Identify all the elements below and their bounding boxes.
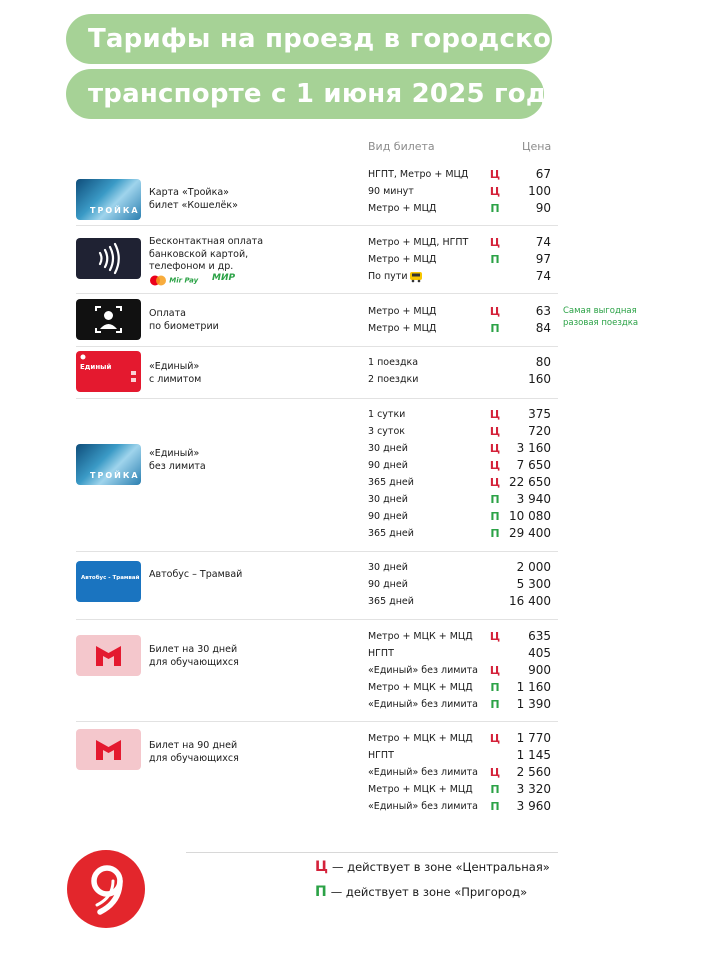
legend-mark: Ц (315, 859, 328, 875)
zone-mark: Ц (489, 425, 501, 438)
desc-line: «Единый» (149, 448, 200, 459)
row-description (149, 644, 239, 669)
tariff-type: Метро + МЦД (368, 254, 437, 265)
tariff-price: 3 320 (516, 782, 551, 796)
bus-tram-card-icon (76, 561, 141, 602)
tariff-type: 30 дней (368, 443, 408, 454)
tariff-line (368, 268, 558, 285)
tariff-line (368, 234, 558, 251)
tariff-type: НГПТ, Метро + МЦД (368, 169, 469, 180)
zone-mark: П (490, 527, 500, 540)
zone-mark: Ц (489, 168, 501, 181)
tariff-price: 97 (535, 252, 551, 266)
tariff-type: «Единый» без лимита (368, 767, 478, 778)
tariff-line (368, 781, 558, 798)
tariff-line (368, 559, 558, 576)
tariff-line (368, 423, 558, 440)
legend-divider (186, 852, 558, 853)
mir-pay-logo: Mir Pay (169, 276, 199, 285)
tariff-line (368, 747, 558, 764)
desc-line: билет «Кошелёк» (149, 199, 238, 211)
tariff-type: 365 дней (368, 528, 414, 539)
row-divider (76, 398, 558, 399)
desc-line: Билет на 30 дней (149, 644, 238, 655)
tariff-price: 7 650 (516, 458, 551, 472)
tariff-price: 5 300 (516, 577, 551, 591)
desc-line: «Единый» (149, 361, 200, 372)
tariff-price: 635 (528, 629, 551, 643)
desc-line: Карта «Тройка» (149, 187, 229, 198)
desc-line: для обучающихся (149, 656, 239, 668)
edinyi-card-icon (76, 351, 141, 392)
tariff-line (368, 354, 558, 371)
tariff-line (368, 457, 558, 474)
face-biometry-icon (76, 299, 141, 340)
tariff-price: 405 (528, 646, 551, 660)
desc-line: телефоном и др. (149, 261, 234, 272)
troika-card-icon (76, 444, 141, 485)
student-ticket-icon (76, 635, 141, 676)
desc-line: без лимита (149, 460, 206, 472)
tariff-line (368, 320, 558, 337)
tariff-line (368, 525, 558, 542)
tariff-type: НГПТ (368, 750, 394, 761)
tariff-type: 2 поездки (368, 374, 419, 385)
tariff-price: 2 000 (516, 560, 551, 574)
tariff-type: «Единый» без лимита (368, 699, 478, 710)
desc-line: по биометрии (149, 320, 219, 332)
card-label: ТРОЙКА (90, 471, 140, 480)
tariff-line (368, 440, 558, 457)
legend-suburb (315, 884, 527, 900)
tariff-line (368, 183, 558, 200)
tariff-price: 84 (535, 321, 551, 335)
card-label: Единый (80, 363, 112, 371)
column-header-price: Цена (522, 140, 552, 153)
tariff-line (368, 200, 558, 217)
tariff-line (368, 628, 558, 645)
tariff-price: 2 560 (516, 765, 551, 779)
zone-mark: П (490, 493, 500, 506)
tariff-price: 3 160 (516, 441, 551, 455)
row-description (149, 569, 242, 582)
tariff-price: 1 160 (516, 680, 551, 694)
tariff-price: 29 400 (509, 526, 551, 540)
tariff-line (368, 303, 558, 320)
logo-nine-icon (67, 850, 145, 928)
zone-mark: Ц (489, 664, 501, 677)
zone-mark: Ц (489, 476, 501, 489)
face-scan-icon (76, 299, 141, 340)
tariff-price: 1 770 (516, 731, 551, 745)
row-divider (76, 293, 558, 294)
tariff-line (368, 576, 558, 593)
tariff-type: «Единый» без лимита (368, 801, 478, 812)
tariff-line (368, 593, 558, 610)
page-title-line-2: транспорте с 1 июня 2025 года (66, 69, 544, 119)
tariff-line (368, 764, 558, 781)
edinyi-card-art (76, 351, 141, 392)
zone-mark: Ц (489, 630, 501, 643)
tariff-type: 1 сутки (368, 409, 406, 420)
tariff-line (368, 406, 558, 423)
desc-line: Билет на 90 дней (149, 740, 238, 751)
tariff-type: Метро + МЦК + МЦД (368, 682, 473, 693)
moscow-transport-logo-icon (67, 850, 145, 928)
tariff-price: 1 145 (516, 748, 551, 762)
page-title-line-1: Тарифы на проезд в городском (66, 14, 552, 64)
tariff-price: 3 940 (516, 492, 551, 506)
tariff-line (368, 662, 558, 679)
tariff-type: Метро + МЦД (368, 203, 437, 214)
desc-line: Автобус – Трамвай (149, 569, 243, 580)
tariff-price: 100 (528, 184, 551, 198)
tariff-price: 16 400 (509, 594, 551, 608)
tariff-type: Метро + МЦД (368, 323, 437, 334)
desc-line: с лимитом (149, 373, 202, 385)
zone-mark: Ц (489, 185, 501, 198)
row-description (149, 187, 238, 212)
tariff-line (368, 730, 558, 747)
row-description (149, 448, 206, 473)
legend-mark: П (315, 884, 327, 900)
tariff-type: «Единый» без лимита (368, 665, 478, 676)
tariff-price: 3 960 (516, 799, 551, 813)
desc-line: для обучающихся (149, 752, 239, 764)
zone-mark: Ц (489, 766, 501, 779)
tariff-price: 63 (535, 304, 551, 318)
tariff-price: 22 650 (509, 475, 551, 489)
tariff-type: Метро + МЦД (368, 306, 437, 317)
tariff-type: 30 дней (368, 562, 408, 573)
zone-mark: Ц (489, 305, 501, 318)
desc-line: Оплата (149, 308, 186, 319)
tariff-line (368, 645, 558, 662)
tariff-type: 3 суток (368, 426, 405, 437)
note-line: Самая выгодная (563, 306, 637, 316)
zone-mark: П (490, 698, 500, 711)
tariff-line (368, 251, 558, 268)
tariff-type: 90 дней (368, 460, 408, 471)
tariff-type: Метро + МЦК + МЦД (368, 733, 473, 744)
zone-mark: П (490, 322, 500, 335)
row-description (149, 236, 263, 274)
row-description (149, 308, 219, 333)
zone-mark: П (490, 202, 500, 215)
tariff-type: 30 дней (368, 494, 408, 505)
legend-text: — действует в зоне «Центральная» (332, 860, 550, 874)
tariff-price: 67 (535, 167, 551, 181)
metro-m-icon (76, 729, 141, 770)
note-line: разовая поездка (563, 318, 639, 328)
tariff-line (368, 508, 558, 525)
zone-mark: П (490, 681, 500, 694)
zone-mark: Ц (489, 459, 501, 472)
tariff-type: 90 минут (368, 186, 414, 197)
tariff-line (368, 696, 558, 713)
payment-logos (149, 275, 198, 286)
best-deal-note (563, 305, 638, 329)
tariff-type: Метро + МЦК + МЦД (368, 631, 473, 642)
tariff-price: 74 (535, 269, 551, 283)
row-divider (76, 619, 558, 620)
metro-m-icon (76, 635, 141, 676)
card-label: Автобус - Трамвай (81, 575, 140, 581)
student-ticket-icon (76, 729, 141, 770)
tariff-price: 375 (528, 407, 551, 421)
legend-text: — действует в зоне «Пригород» (330, 885, 528, 899)
mastercard-logo-icon (149, 275, 167, 286)
mir-logo: МИР (212, 273, 236, 283)
row-divider (76, 346, 558, 347)
contactless-payment-icon (76, 238, 141, 279)
tariff-type: 365 дней (368, 596, 414, 607)
tariff-type: Метро + МЦК + МЦД (368, 784, 473, 795)
zone-mark: П (490, 253, 500, 266)
row-description (149, 361, 201, 386)
zone-mark: Ц (489, 236, 501, 249)
tariff-type: НГПТ (368, 648, 394, 659)
tariff-price: 80 (535, 355, 551, 369)
zone-mark: П (490, 800, 500, 813)
tariff-price: 900 (528, 663, 551, 677)
tariff-line (368, 474, 558, 491)
tariff-type: 90 дней (368, 579, 408, 590)
row-divider (76, 551, 558, 552)
zone-mark: П (490, 783, 500, 796)
tariff-price: 720 (528, 424, 551, 438)
legend-central (315, 859, 550, 875)
zone-mark: П (490, 510, 500, 523)
tariff-type: По пути (368, 271, 408, 282)
tariff-line (368, 166, 558, 183)
row-divider (76, 721, 558, 722)
tariff-line (368, 798, 558, 815)
tariff-price: 74 (535, 235, 551, 249)
tariff-price: 90 (535, 201, 551, 215)
tariff-type: Метро + МЦД, НГПТ (368, 237, 469, 248)
tariff-line (368, 371, 558, 388)
column-header-type: Вид билета (368, 140, 435, 153)
card-label: ТРОЙКА (90, 206, 140, 215)
taxi-car-icon (409, 269, 423, 283)
tariff-line (368, 491, 558, 508)
troika-card-icon (76, 179, 141, 220)
tariff-type: 1 поездка (368, 357, 419, 368)
desc-line: банковской картой, (149, 248, 249, 260)
tariff-price: 10 080 (509, 509, 551, 523)
tariff-price: 1 390 (516, 697, 551, 711)
zone-mark: Ц (489, 442, 501, 455)
tariff-type: 90 дней (368, 511, 408, 522)
tariff-type: 365 дней (368, 477, 414, 488)
zone-mark: Ц (489, 732, 501, 745)
row-description (149, 740, 239, 765)
row-divider (76, 225, 558, 226)
tariff-line (368, 679, 558, 696)
nfc-waves-icon (76, 238, 141, 279)
zone-mark: Ц (489, 408, 501, 421)
tariff-price: 160 (528, 372, 551, 386)
desc-line: Бесконтактная оплата (149, 236, 264, 247)
